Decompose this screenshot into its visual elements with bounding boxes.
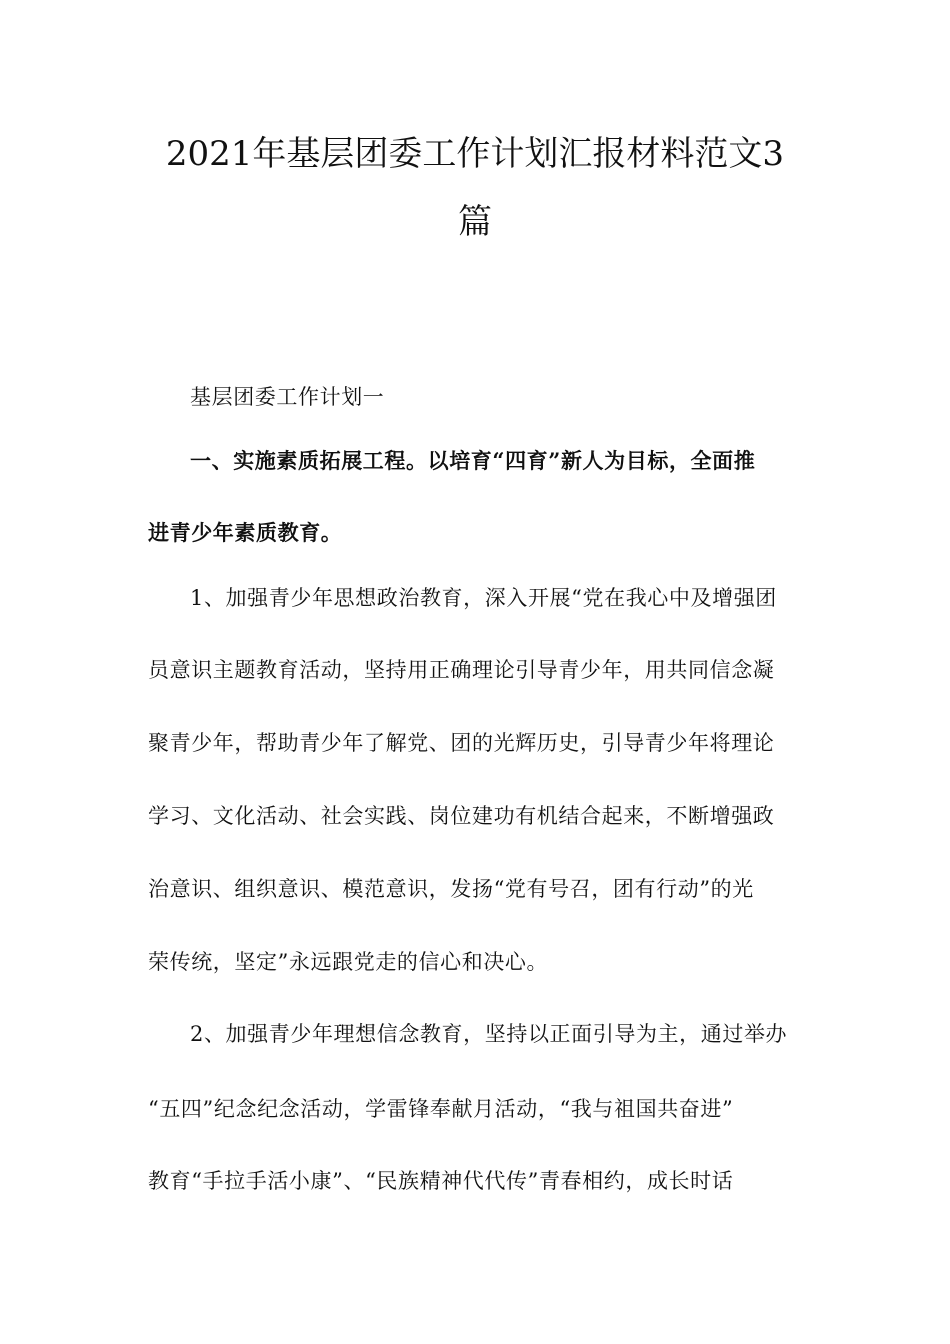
body-line: 学习、文化活动、社会实践、岗位建功有机结合起来，不断增强政 <box>148 804 775 828</box>
body-line: 聚青少年，帮助青少年了解党、团的光辉历史，引导青少年将理论 <box>148 731 775 755</box>
body-line: 一、实施素质拓展工程。以培育“四育”新人为目标，全面推 <box>190 448 756 473</box>
body-line: 员意识主题教育活动，坚持用正确理论引导青少年，用共同信念凝 <box>148 658 775 682</box>
document-title: 2021年基层团委工作计划汇报材料范文3 <box>165 134 785 174</box>
body-line: 治意识、组织意识、模范意识，发扬“党有号召，团有行动”的光 <box>148 877 754 901</box>
document-title-continued: 篇 <box>458 202 492 242</box>
section-heading: 基层团委工作计划一 <box>190 385 385 409</box>
body-line: “五四”纪念纪念活动，学雷锋奉献月活动，“我与祖国共奋进” <box>148 1097 734 1121</box>
body-line: 教育“手拉手活小康”、“民族精神代代传”青春相约，成长时话 <box>148 1169 734 1193</box>
body-line: 荣传统，坚定”永远跟党走的信心和决心。 <box>148 950 549 974</box>
body-line: 进青少年素质教育。 <box>148 520 343 545</box>
body-line: 1、加强青少年思想政治教育，深入开展“党在我心中及增强团 <box>190 586 777 610</box>
body-line: 2、加强青少年理想信念教育，坚持以正面引导为主，通过举办 <box>190 1022 788 1046</box>
